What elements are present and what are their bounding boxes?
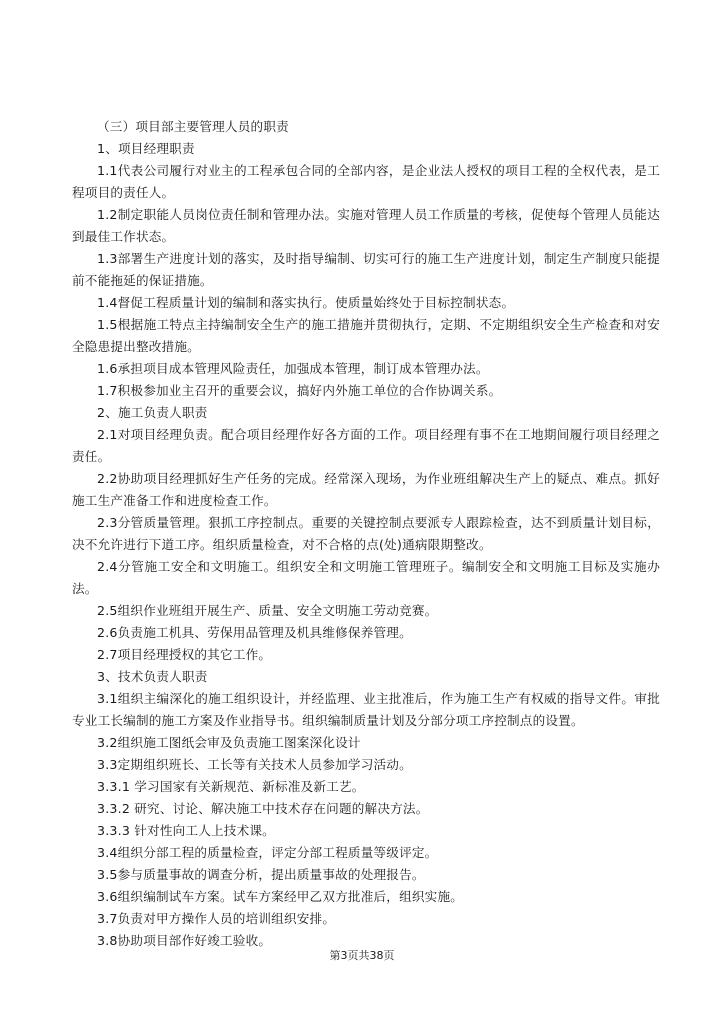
paragraph: 1.3部署生产进度计划的落实，及时指导编制、切实可行的施工生产进度计划，制定生产制度只能提前不能拖延的保证措施。 (72, 251, 660, 288)
paragraph: 1.2制定职能人员岗位责任制和管理办法。实施对管理人员工作质量的考核，促使每个管理人员能达到最佳工作状态。 (72, 207, 660, 244)
paragraph: 3.5参与质量事故的调查分析，提出质量事故的处理报告。 (97, 867, 425, 882)
paragraph: 3.8协助项目部作好竣工验收。 (97, 933, 272, 948)
body-text (72, 116, 660, 952)
paragraph: 2.4分管施工安全和文明施工。组织安全和文明施工管理班子。编制安全和文明施工目标及实施办法。 (72, 559, 660, 596)
subsection-heading: 1、项目经理职责 (97, 141, 195, 156)
paragraph: 2.5组织作业班组开展生产、质量、安全文明施工劳动竞赛。 (97, 603, 438, 618)
paragraph: 2.1对项目经理负责。配合项目经理作好各方面的工作。项目经理有事不在工地期间履行项目经理之责任。 (72, 427, 660, 464)
paragraph: 3.3定期组织班长、工长等有关技术人员参加学习活动。 (97, 757, 412, 772)
paragraph: 1.6承担项目成本管理风险责任，加强成本管理，制订成本管理办法。 (97, 361, 489, 376)
paragraph: 3.1组织主编深化的施工组织设计，并经监理、业主批准后，作为施工生产有权威的指导文件。审批专业工长编制的施工方案及作业指导书。组织编制质量计划及分部分项工序控制点的设置。 (72, 691, 660, 728)
paragraph: 1.7积极参加业主召开的重要会议，搞好内外施工单位的合作协调关系。 (97, 383, 502, 398)
subsection-heading: 2、施工负责人职责 (97, 405, 208, 420)
paragraph: 2.3分管质量管理。狠抓工序控制点。重要的关键控制点要派专人跟踪检查，达不到质量计划目标，决不允许进行下道工序。组织质量检查，对不合格的点(处)通病限期整改。 (72, 515, 660, 552)
paragraph: 1.1代表公司履行对业主的工程承包合同的全部内容，是企业法人授权的项目工程的全权代表，是工程项目的责任人。 (72, 163, 660, 200)
paragraph: 3.6组织编制试车方案。试车方案经甲乙双方批准后，组织实施。 (97, 889, 464, 904)
section-heading: （三）项目部主要管理人员的职责 (97, 119, 289, 134)
paragraph: 3.7负责对甲方操作人员的培训组织安排。 (97, 911, 336, 926)
paragraph: 3.3.1 学习国家有关新规范、新标准及新工艺。 (97, 779, 365, 794)
paragraph: 3.3.3 针对性向工人上技术课。 (97, 823, 275, 838)
paragraph: 1.4督促工程质量计划的编制和落实执行。使质量始终处于目标控制状态。 (97, 295, 515, 310)
paragraph: 1.5根据施工特点主持编制安全生产的施工措施并贯彻执行，定期、不定期组织安全生产检查和对安全隐患提出整改措施。 (72, 317, 660, 354)
subsection-heading: 3、技术负责人职责 (97, 669, 208, 684)
paragraph: 2.6负责施工机具、劳保用品管理及机具维修保养管理。 (97, 625, 412, 640)
paragraph: 3.4组织分部工程的质量检查，评定分部工程质量等级评定。 (97, 845, 438, 860)
paragraph: 3.2组织施工图纸会审及负责施工图案深化设计 (97, 735, 361, 750)
paragraph: 2.2协助项目经理抓好生产任务的完成。经常深入现场，为作业班组解决生产上的疑点、难点。抓好施工生产准备工作和进度检查工作。 (72, 471, 660, 508)
paragraph: 2.7项目经理授权的其它工作。 (97, 647, 272, 662)
page-footer (0, 947, 724, 963)
page-number: 第3页共38页 (329, 949, 395, 962)
paragraph: 3.3.2 研究、讨论、解决施工中技术存在问题的解决方法。 (97, 801, 429, 816)
